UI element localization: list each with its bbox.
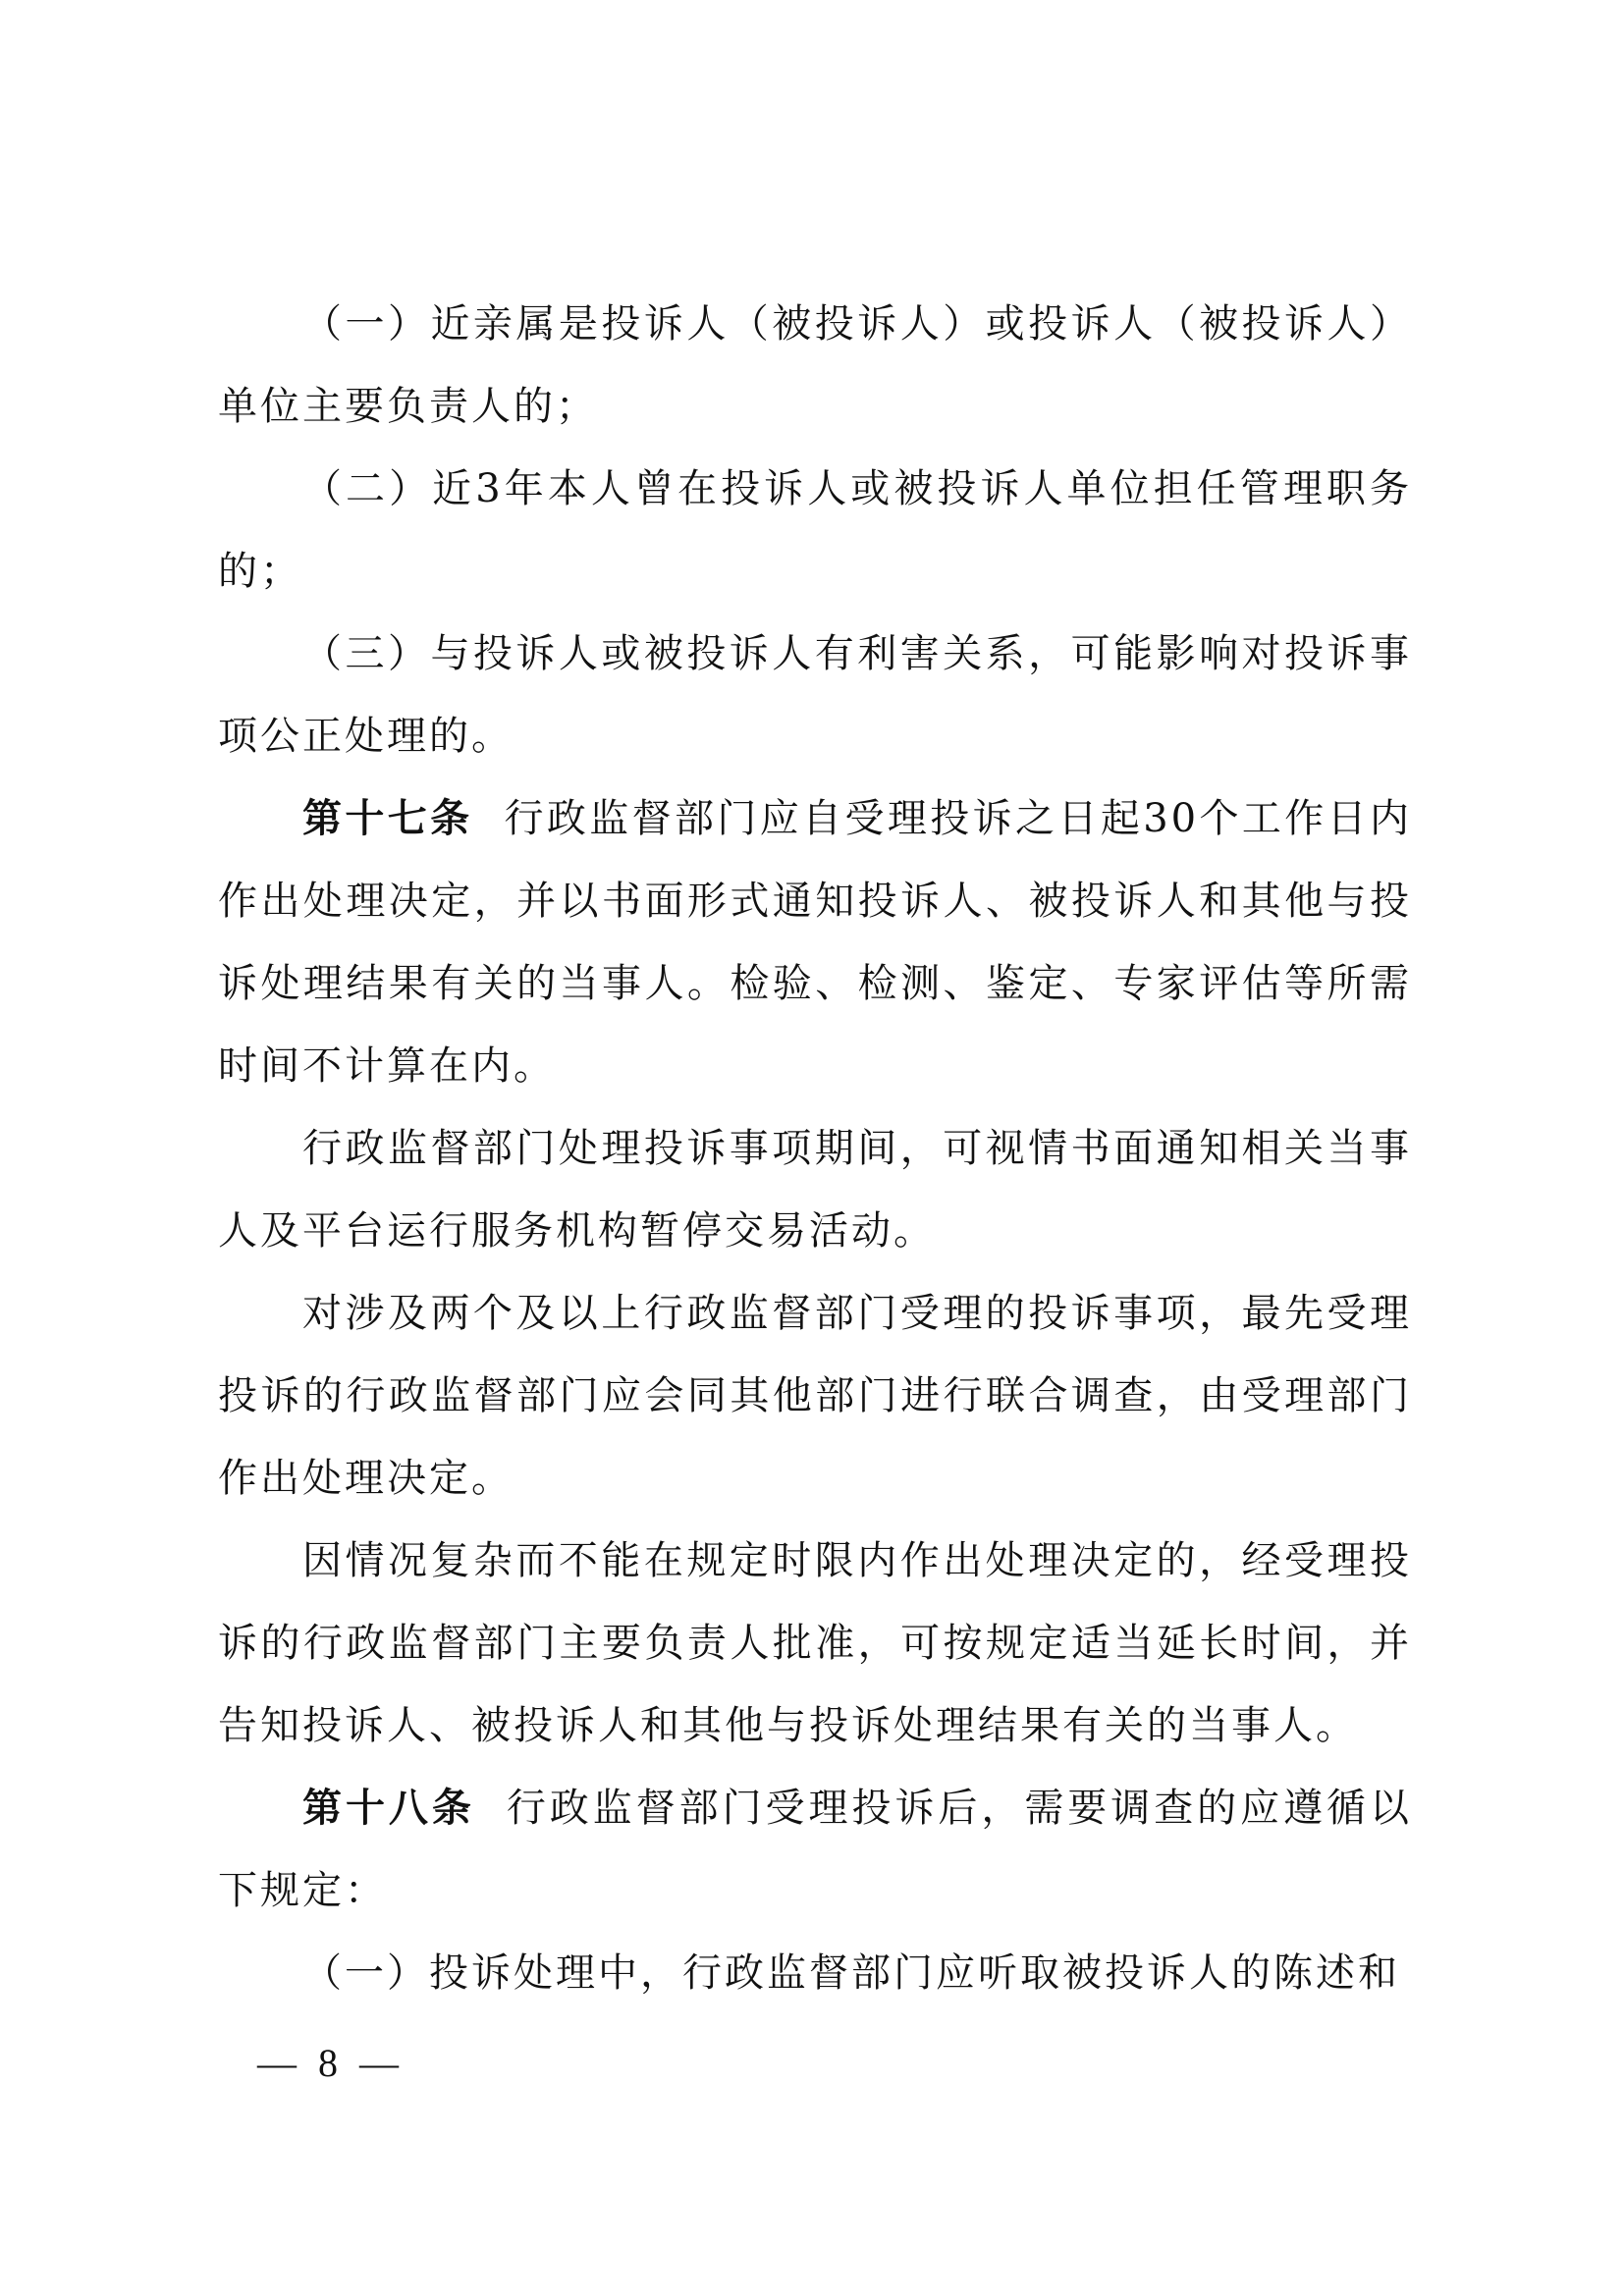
article-number: 第十八条 xyxy=(302,1785,475,1831)
article-number: 第十七条 xyxy=(302,795,473,841)
paragraph-text: 行政监督部门受理投诉后，需要调查的应遵循以下规定： xyxy=(218,1786,1413,1913)
paragraph-text: （三）与投诉人或被投诉人有利害关系，可能影响对投诉事项公正处理的。 xyxy=(218,631,1412,759)
paragraph xyxy=(218,1107,1412,1272)
document-body xyxy=(218,283,1412,2014)
paragraph-text: 行政监督部门处理投诉事项期间，可视情书面通知相关当事人及平台运行服务机构暂停交易活动。 xyxy=(218,1126,1412,1254)
page-number: — 8 — xyxy=(257,2041,405,2085)
paragraph xyxy=(218,283,1412,448)
paragraph-text: 行政监督部门应自受理投诉之日起30个工作日内作出处理决定，并以书面形式通知投诉人、被投诉人和其他与投诉处理结果有关的当事人。检验、检测、鉴定、专家评估等所需时间不计算在内。 xyxy=(218,796,1412,1089)
paragraph xyxy=(218,1932,1412,2014)
paragraph xyxy=(218,613,1412,777)
paragraph-text: （二）近3年本人曾在投诉人或被投诉人单位担任管理职务的； xyxy=(218,466,1412,594)
paragraph xyxy=(218,1520,1412,1767)
paragraph xyxy=(218,448,1412,613)
paragraph-text: （一）近亲属是投诉人（被投诉人）或投诉人（被投诉人）单位主要负责人的； xyxy=(218,301,1412,429)
paragraph-text: 因情况复杂而不能在规定时限内作出处理决定的，经受理投诉的行政监督部门主要负责人批准，可按规定适当延长时间，并告知投诉人、被投诉人和其他与投诉处理结果有关的当事人。 xyxy=(218,1538,1412,1748)
article-paragraph xyxy=(218,777,1412,1107)
paragraph-text: 对涉及两个及以上行政监督部门受理的投诉事项，最先受理投诉的行政监督部门应会同其他部门进行联合调查，由受理部门作出处理决定。 xyxy=(218,1291,1412,1501)
paragraph xyxy=(218,1272,1412,1520)
paragraph-text: （一）投诉处理中，行政监督部门应听取被投诉人的陈述和 xyxy=(302,1950,1400,1996)
article-paragraph xyxy=(218,1767,1412,1932)
